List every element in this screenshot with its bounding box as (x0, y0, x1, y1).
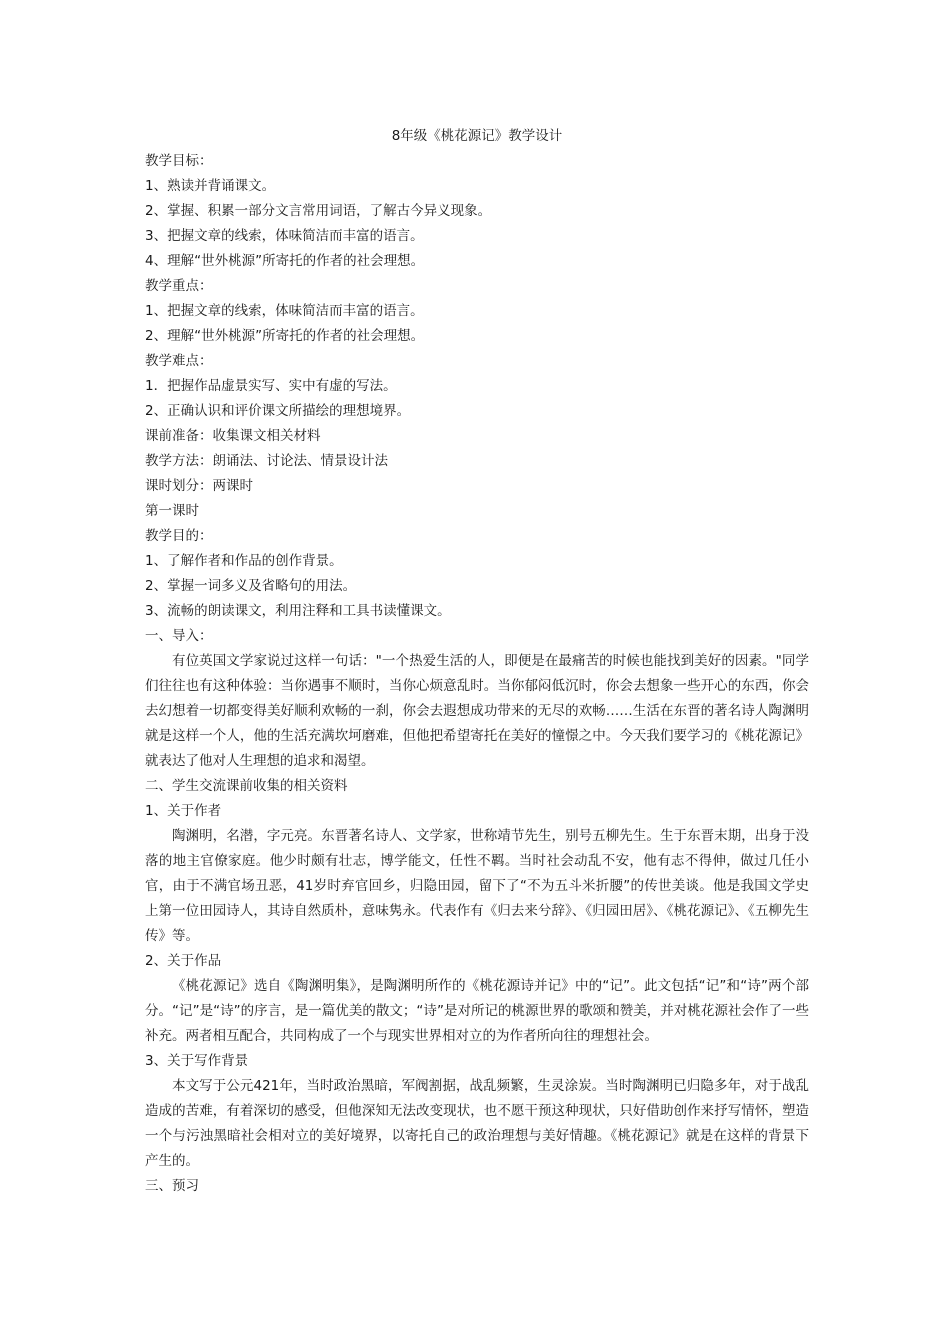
body-line: 3、关于写作背景 (145, 1053, 249, 1069)
body-paragraph: 有位英国文学家说过这样一句话："一个热爱生活的人，即便是在最痛苦的时候也能找到美好的因素。"同学们往往也有这种体验：当你遇事不顺时，当你心烦意乱时。当你郁闷低沉时，你会去想象一些开心的东西，你会去幻想着一切都变得美好顺利欢畅的一刹，你会去遐想成功带来的无尽的欢畅……生活在东晋的著名诗人陶渊明就是这样一个人，他的生活充满坎坷磨难，但他把希望寄托在美好的憧憬之中。今天我们要学习的《桃花源记》就表达了他对人生理想的追求和渴望。 (145, 653, 809, 769)
body-line: 一、导入： (145, 628, 213, 644)
body-paragraph: 陶渊明，名潜，字元亮。东晋著名诗人、文学家，世称靖节先生，别号五柳先生。生于东晋末期，出身于没落的地主官僚家庭。他少时颇有壮志，博学能文，任性不羁。当时社会动乱不安，他有志不得伸，做过几任小官，由于不满官场丑恶，41岁时弃官回乡，归隐田园，留下了“不为五斗米折腰”的传世美谈。他是我国文学史上第一位田园诗人，其诗自然质朴，意味隽永。代表作有《归去来兮辞》、《归园田居》、《桃花源记》、《五柳先生传》等。 (145, 828, 809, 944)
body-line: 2、正确认识和评价课文所描绘的理想境界。 (145, 403, 411, 419)
body-line: 2、理解“世外桃源”所寄托的作者的社会理想。 (145, 328, 425, 344)
body-line: 教学目标： (145, 153, 213, 169)
body-line: 教学难点： (145, 353, 213, 369)
body-line: 1、关于作者 (145, 803, 222, 819)
body-line: 课时划分：两课时 (145, 478, 253, 494)
body-paragraph: 本文写于公元421年，当时政治黑暗，军阀割据，战乱频繁，生灵涂炭。当时陶渊明已归隐多年，对于战乱造成的苦难，有着深切的感受，但他深知无法改变现状，也不愿干预这种现状，只好借助创作来抒写情怀，塑造一个与污浊黑暗社会相对立的美好境界，以寄托自己的政治理想与美好情趣。《桃花源记》就是在这样的背景下产生的。 (145, 1078, 809, 1169)
body-line: 1、熟读并背诵课文。 (145, 178, 276, 194)
document-page (145, 124, 809, 1199)
body-line: 1．把握作品虚景实写、实中有虚的写法。 (145, 378, 397, 394)
body-line: 3、流畅的朗读课文，利用注释和工具书读懂课文。 (145, 603, 451, 619)
body-line: 第一课时 (145, 503, 199, 519)
body-line: 教学目的： (145, 528, 213, 544)
body-paragraph: 《桃花源记》选自《陶渊明集》，是陶渊明所作的《桃花源诗并记》中的“记”。此文包括“记”和“诗”两个部分。“记”是“诗”的序言，是一篇优美的散文；“诗”是对所记的桃源世界的歌颂和赞美，并对桃花源社会作了一些补充。两者相互配合，共同构成了一个与现实世界相对立的为作者所向往的理想社会。 (145, 978, 809, 1044)
body-line: 1、把握文章的线索，体味简洁而丰富的语言。 (145, 303, 424, 319)
document-title: 8年级《桃花源记》教学设计 (391, 128, 563, 144)
body-line: 2、掌握、积累一部分文言常用词语，了解古今异义现象。 (145, 203, 492, 219)
body-line: 三、预习 (145, 1178, 199, 1194)
body-line: 教学方法：朗诵法、讨论法、情景设计法 (145, 453, 388, 469)
body-line: 教学重点： (145, 278, 213, 294)
document-body (145, 149, 809, 1199)
body-line: 2、掌握一词多义及省略句的用法。 (145, 578, 357, 594)
body-line: 1、了解作者和作品的创作背景。 (145, 553, 343, 569)
body-line: 4、理解“世外桃源”所寄托的作者的社会理想。 (145, 253, 425, 269)
body-line: 2、关于作品 (145, 953, 222, 969)
body-line: 二、学生交流课前收集的相关资料 (145, 778, 348, 794)
body-line: 3、把握文章的线索，体味简洁而丰富的语言。 (145, 228, 424, 244)
body-line: 课前准备：收集课文相关材料 (145, 428, 321, 444)
